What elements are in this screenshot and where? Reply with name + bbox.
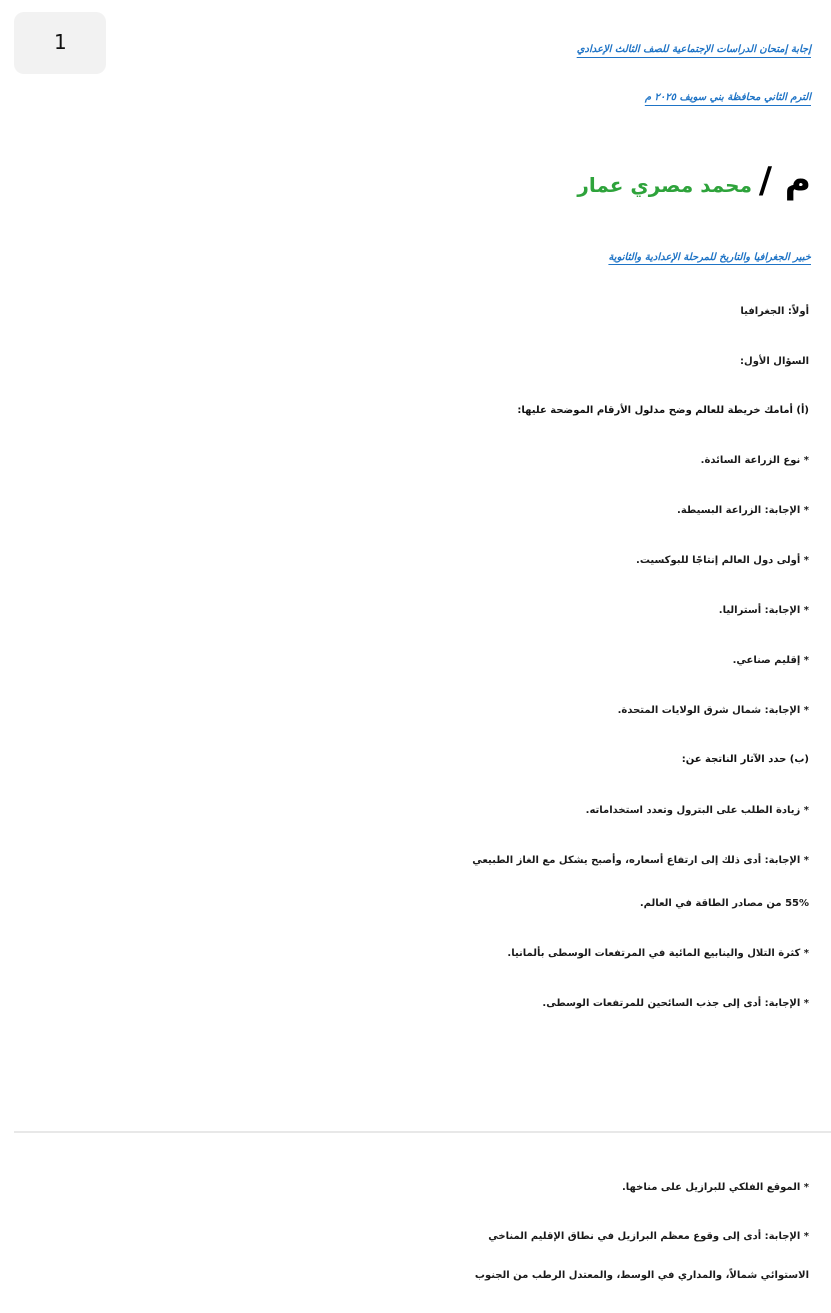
part-b-item-2-answer: * الإجابة: أدى إلى جذب السائحين للمرتفعات الوسطى.: [542, 998, 809, 1009]
document-title-line-1: إجابة إمتحان الدراسات الإجتماعية للصف الثالث الإعدادي: [576, 44, 811, 55]
part-a-heading: (أ) أمامك خريطة للعالم وضح مدلول الأرقام الموضحة عليها:: [517, 405, 809, 416]
part-b-item-1-question: * زيادة الطلب على البترول وتعدد استخداماته.: [585, 805, 809, 816]
part-a-item-1-answer: * الإجابة: الزراعة البسيطة.: [677, 505, 809, 516]
page-number-badge: [14, 12, 106, 74]
question-heading: السؤال الأول:: [740, 356, 809, 367]
part-b-item-3-answer-line-1: * الإجابة: أدى إلى وقوع معظم البرازيل في نطاق الإقليم المناخي: [488, 1231, 809, 1242]
page-number: 1: [54, 30, 67, 54]
part-a-item-3-answer: * الإجابة: شمال شرق الولايات المتحدة.: [617, 705, 809, 716]
part-b-item-3-answer-line-2: الاستوائي شمالاً، والمداري في الوسط، والمعتدل الرطب من الجنوب: [474, 1270, 809, 1281]
part-a-item-2-answer: * الإجابة: أستراليا.: [718, 605, 809, 616]
part-b-item-3-question: * الموقع الفلكي للبرازيل على مناخها.: [622, 1182, 809, 1193]
part-a-item-3-question: * إقليم صناعي.: [732, 655, 809, 666]
part-b-item-1-answer-line-1: * الإجابة: أدى ذلك إلى ارتفاع أسعاره، وأصبح يشكل مع الغاز الطبيعي: [472, 855, 809, 866]
part-b-item-2-question: * كثرة التلال والينابيع المائية في المرتفعات الوسطى بألمانيا.: [507, 948, 809, 959]
part-b-heading: (ب) حدد الآثار الناتجة عن:: [681, 754, 809, 765]
part-a-item-1-question: * نوع الزراعة السائدة.: [700, 455, 809, 466]
author-row: [0, 160, 811, 201]
author-prefix: م /: [758, 160, 811, 201]
author-subtitle: خبير الجغرافيا والتاريخ للمرحلة الإعدادية والثانوية: [608, 252, 811, 263]
document-title-line-2: الترم الثاني محافظة بني سويف ٢٠٢٥ م: [644, 92, 811, 103]
page-divider: [14, 1131, 831, 1133]
author-name: محمد مصري عمار: [577, 173, 752, 197]
part-a-item-2-question: * أولى دول العالم إنتاجًا للبوكسيت.: [636, 555, 809, 566]
section-heading: أولاً: الجغرافيا: [740, 306, 809, 317]
part-b-item-1-answer-line-2: 55% من مصادر الطاقة في العالم.: [639, 898, 809, 909]
